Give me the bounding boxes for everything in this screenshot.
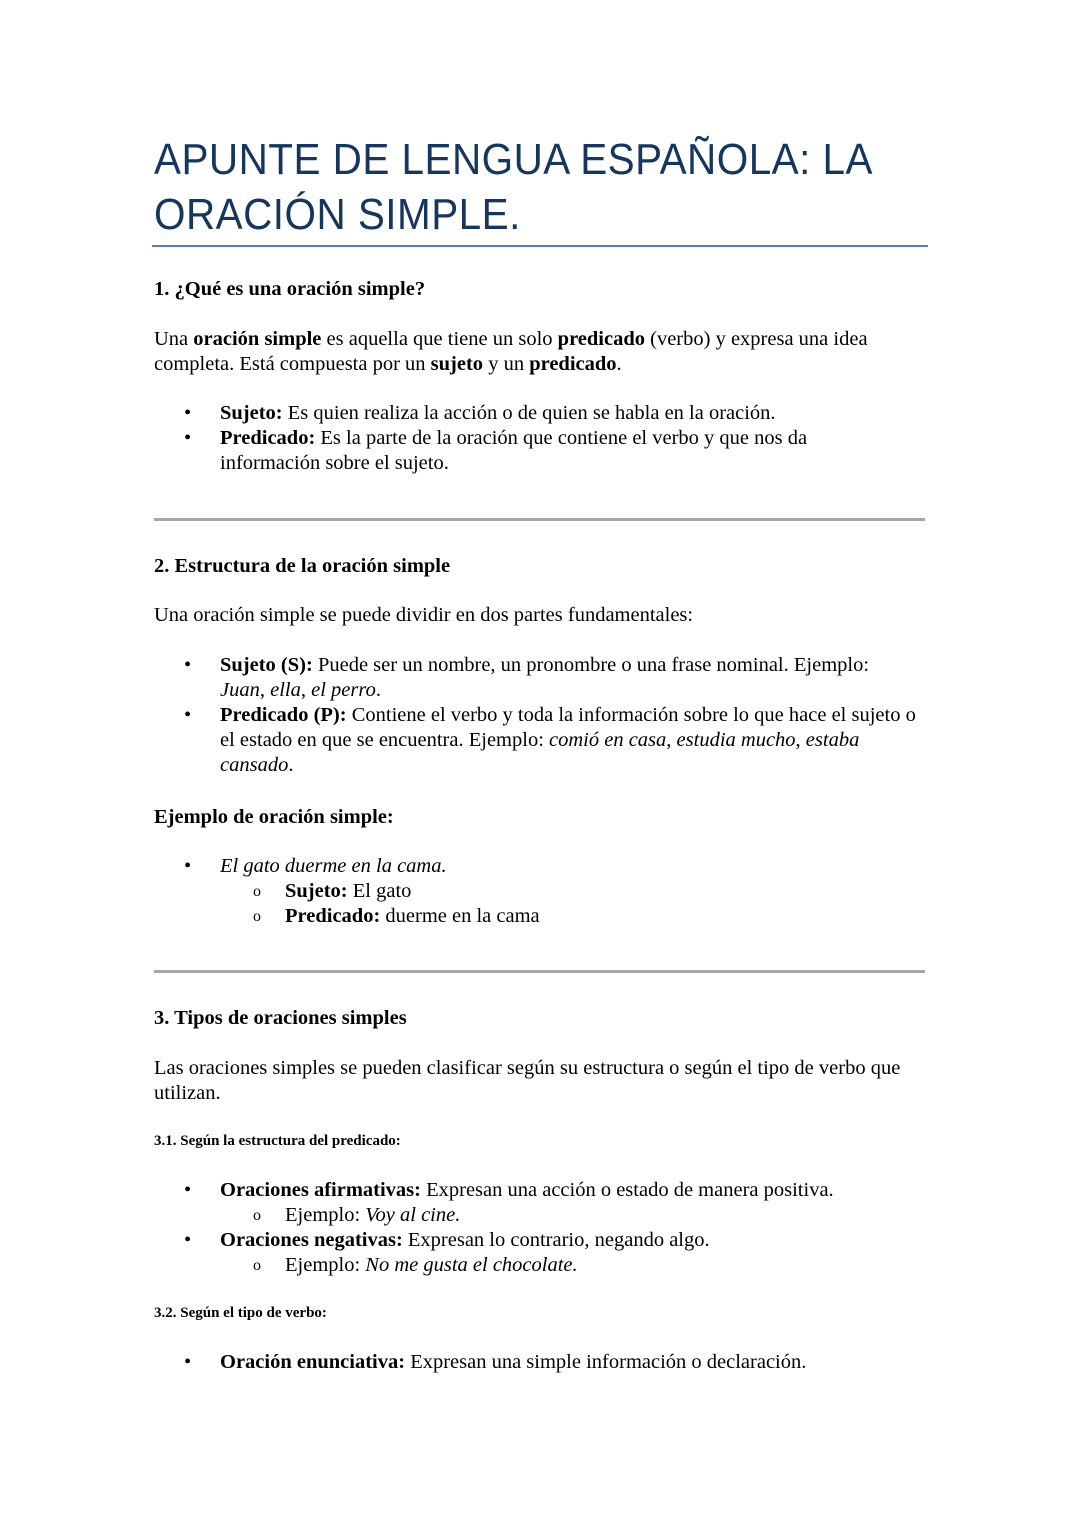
section-3-heading: 3. Tipos de oraciones simples — [154, 1007, 407, 1029]
list-item — [154, 1178, 919, 1203]
text-run: Puede ser un nombre, un pronombre o una frase nominal. Ejemplo: — [312, 654, 870, 676]
subsection-3-1-heading: 3.1. Según la estructura del predicado: — [154, 1133, 401, 1149]
text-run: . — [375, 679, 381, 701]
text-run: Expresan una simple información o declaración. — [405, 1351, 807, 1373]
text-run: Ejemplo: — [285, 1254, 366, 1276]
text-run: Ejemplo: — [285, 1204, 366, 1226]
text-run: Expresan una acción o estado de manera positiva. — [420, 1179, 834, 1201]
text-run: y un — [483, 353, 530, 375]
sub-list-item — [154, 1253, 919, 1278]
list-item — [154, 426, 919, 476]
text-run: predicado — [529, 353, 617, 375]
text-run: Oración enunciativa: — [220, 1351, 406, 1373]
text-run: el perro — [311, 679, 376, 701]
text-run: , — [300, 679, 312, 701]
text-run: , — [795, 729, 806, 751]
text-run: estaba cansado — [220, 729, 860, 776]
text-run: estudia mucho — [676, 729, 796, 751]
text-run: Expresan lo contrario, negando algo. — [402, 1229, 710, 1251]
section-1-list — [154, 401, 919, 476]
text-run: Sujeto: — [220, 402, 283, 424]
text-run: duerme en la cama — [380, 905, 540, 927]
section-3-1-list — [154, 1178, 919, 1278]
text-run: Es la parte de la oración que contiene el verbo y que nos da información sobre el sujeto. — [220, 427, 808, 474]
section-3-paragraph: Las oraciones simples se pueden clasificar según su estructura o según el tipo de verbo que utilizan. — [154, 1057, 901, 1104]
text-run: es aquella que tiene un solo — [321, 328, 558, 350]
text-run: Juan — [220, 679, 260, 701]
section-2-paragraph: Una oración simple se puede dividir en dos partes fundamentales: — [154, 604, 694, 626]
section-1-paragraph — [154, 327, 919, 377]
text-run: Contiene el verbo y toda la información sobre lo que hace el sujeto o el estado en que se encuentra. Ejemplo: — [220, 704, 916, 751]
section-1-heading: 1. ¿Qué es una oración simple? — [154, 278, 426, 300]
sub-list-item — [154, 904, 919, 929]
text-run: El gato duerme en la cama. — [220, 855, 447, 877]
subsection-3-2-heading: 3.2. Según el tipo de verbo: — [154, 1305, 327, 1321]
sub-list-item — [154, 1203, 919, 1228]
text-run: , — [259, 679, 271, 701]
text-run: ella — [270, 679, 301, 701]
text-run: . — [288, 754, 294, 776]
text-run: oración simple — [193, 328, 322, 350]
sub-list-item — [154, 879, 919, 904]
text-run: Oraciones negativas: — [220, 1229, 403, 1251]
text-run: Voy al cine. — [365, 1204, 461, 1226]
divider — [154, 518, 925, 521]
text-run: Sujeto (S): — [220, 654, 313, 676]
text-run: El gato — [347, 880, 412, 902]
text-run: No me gusta el chocolate. — [365, 1254, 578, 1276]
list-item — [154, 1350, 919, 1375]
title-line: ORACIÓN SIMPLE. — [154, 190, 521, 239]
divider — [154, 970, 925, 973]
title-line: APUNTE DE LENGUA ESPAÑOLA: LA — [154, 135, 873, 184]
text-run: comió en casa — [549, 729, 667, 751]
text-run: predicado — [557, 328, 645, 350]
list-item — [154, 703, 919, 778]
text-run: Predicado: — [285, 905, 381, 927]
list-item — [154, 854, 919, 879]
example-list — [154, 854, 919, 929]
text-run: . — [616, 353, 622, 375]
text-run: Sujeto: — [285, 880, 348, 902]
text-run: Predicado (P): — [220, 704, 347, 726]
text-run: sujeto — [430, 353, 484, 375]
text-run: Una — [154, 328, 194, 350]
list-item — [154, 1228, 919, 1253]
document-title — [154, 132, 873, 242]
list-item — [154, 401, 919, 426]
list-item — [154, 653, 919, 703]
section-2-heading: 2. Estructura de la oración simple — [154, 555, 451, 577]
section-3-2-list — [154, 1350, 919, 1375]
text-run: Predicado: — [220, 427, 316, 449]
text-run: Oraciones afirmativas: — [220, 1179, 421, 1201]
text-run: Es quien realiza la acción o de quien se habla en la oración. — [282, 402, 776, 424]
section-2-list — [154, 653, 919, 778]
text-run: (verbo) y expresa una idea completa. Está compuesta por un — [154, 328, 868, 375]
example-heading: Ejemplo de oración simple: — [154, 806, 394, 828]
title-rule — [152, 245, 928, 247]
text-run: , — [666, 729, 677, 751]
